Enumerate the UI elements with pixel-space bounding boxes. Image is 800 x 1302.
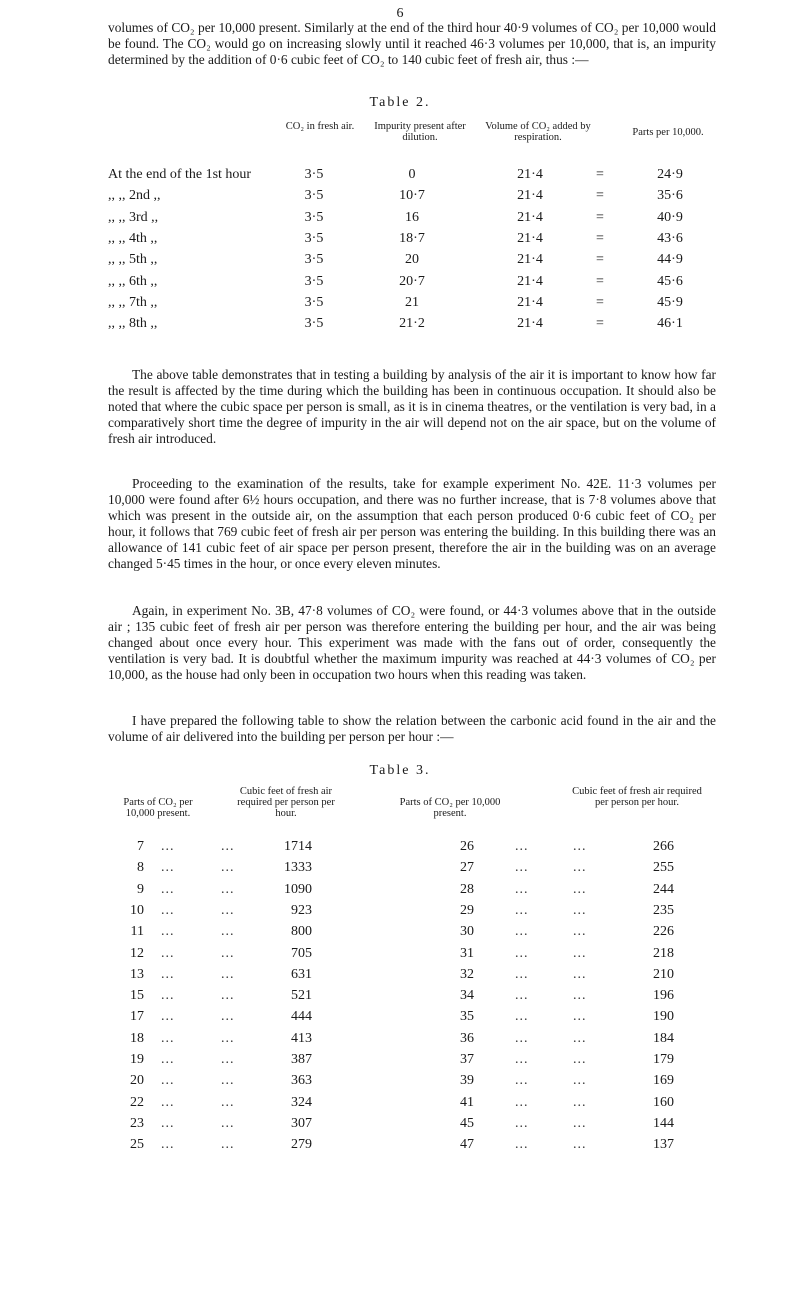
table-row	[0, 1137, 800, 1153]
parts-right-value: 34	[460, 988, 474, 1004]
row-label: ,, ,, 2nd ,,	[108, 188, 161, 204]
leader-dots: ...	[161, 860, 175, 876]
leader-dots: ...	[161, 1115, 175, 1131]
table-row	[0, 1031, 800, 1047]
parts-left-value: 17	[130, 1009, 144, 1025]
table-row	[0, 924, 800, 940]
cubic-left-value: 387	[291, 1052, 312, 1067]
parts-value: 24·9	[657, 167, 683, 182]
cubic-right-value: 244	[653, 881, 674, 897]
parts-value: 35·6	[657, 188, 683, 204]
leader-dots: ...	[221, 1137, 235, 1153]
leader-dots: ...	[221, 1009, 235, 1025]
parts-right-value: 31	[460, 945, 474, 961]
cubic-right-value: 210	[653, 966, 674, 982]
impurity-value: 21·2	[399, 316, 425, 332]
equals-sign: =	[596, 167, 604, 182]
impurity-value: 0	[408, 167, 416, 182]
leader-dots: ...	[221, 945, 235, 961]
cubic-left-value: 307	[291, 1115, 312, 1131]
parts-right-value: 26	[460, 839, 474, 854]
table-row	[0, 903, 800, 919]
table3-header-cubic-right: Cubic feet of fresh air required per person per hour.	[572, 786, 702, 808]
cubic-left-value: 521	[291, 988, 312, 1004]
leader-dots: ...	[573, 881, 587, 897]
leader-dots: ...	[161, 902, 175, 918]
parts-right-value: 30	[460, 924, 474, 940]
leader-dots: ...	[573, 988, 587, 1004]
parts-left-value: 18	[130, 1030, 144, 1046]
leader-dots: ...	[573, 1030, 587, 1046]
impurity-value: 20	[405, 252, 419, 268]
paragraph-intro: volumes of CO₂ per 10,000 present. Similarly at the end of the third hour 40·9 volumes of CO₂ per 10,000 would be found. The CO₂ would go on increasing slowly until it reached 46·3 volumes per 10,000, that is, an impurity determined by the addition of 0·6 cubic feet of CO₂ to 140 cubic feet of fresh air, thus :—	[108, 20, 716, 67]
equals-sign: =	[596, 230, 604, 246]
parts-left-value: 7	[137, 839, 144, 854]
table-row	[0, 1116, 800, 1132]
cubic-right-value: 184	[653, 1030, 674, 1046]
leader-dots: ...	[515, 966, 529, 982]
leader-dots: ...	[515, 1052, 529, 1067]
impurity-value: 16	[405, 209, 419, 225]
leader-dots: ...	[515, 924, 529, 940]
leader-dots: ...	[161, 1073, 175, 1089]
volume-value: 21·4	[517, 167, 543, 182]
page-number: 6	[396, 6, 404, 21]
volume-value: 21·4	[517, 209, 543, 225]
parts-value: 44·9	[657, 252, 683, 268]
table-row	[0, 316, 800, 332]
cubic-left-value: 413	[291, 1030, 312, 1046]
leader-dots: ...	[515, 945, 529, 961]
parts-left-value: 15	[130, 988, 144, 1004]
leader-dots: ...	[161, 1137, 175, 1153]
leader-dots: ...	[161, 1030, 175, 1046]
cubic-left-value: 631	[291, 966, 312, 982]
table-row	[0, 188, 800, 204]
cubic-right-value: 137	[653, 1137, 674, 1153]
cubic-left-value: 279	[291, 1137, 312, 1153]
leader-dots: ...	[573, 839, 587, 854]
paragraph-table3-intro: I have prepared the following table to show the relation between the carbonic acid found in the air and the volume of air delivered into the building per person per hour :—	[108, 713, 716, 744]
cubic-left-value: 1090	[284, 881, 312, 897]
cubic-right-value: 266	[653, 839, 674, 854]
leader-dots: ...	[573, 860, 587, 876]
leader-dots: ...	[573, 966, 587, 982]
leader-dots: ...	[515, 1115, 529, 1131]
leader-dots: ...	[573, 1094, 587, 1110]
leader-dots: ...	[221, 924, 235, 940]
table-row	[0, 946, 800, 962]
cubic-right-value: 169	[653, 1073, 674, 1089]
table-row	[0, 167, 800, 183]
parts-right-value: 45	[460, 1115, 474, 1131]
table-row	[0, 882, 800, 898]
row-label: ,, ,, 4th ,,	[108, 230, 158, 246]
impurity-value: 10·7	[399, 188, 425, 204]
leader-dots: ...	[221, 1094, 235, 1110]
parts-left-value: 22	[130, 1094, 144, 1110]
leader-dots: ...	[221, 966, 235, 982]
co2-value: 3·5	[304, 316, 324, 332]
cubic-left-value: 1333	[284, 860, 312, 876]
leader-dots: ...	[515, 902, 529, 918]
leader-dots: ...	[221, 860, 235, 876]
leader-dots: ...	[221, 881, 235, 897]
cubic-right-value: 235	[653, 902, 674, 918]
cubic-right-value: 218	[653, 945, 674, 961]
row-label: ,, ,, 8th ,,	[108, 316, 158, 332]
leader-dots: ...	[573, 1009, 587, 1025]
equals-sign: =	[596, 188, 604, 204]
leader-dots: ...	[573, 1137, 587, 1153]
table-row	[0, 210, 800, 226]
cubic-left-value: 705	[291, 945, 312, 961]
volume-value: 21·4	[517, 252, 543, 268]
co2-value: 3·5	[304, 188, 324, 204]
equals-sign: =	[596, 316, 604, 332]
table-row	[0, 274, 800, 290]
impurity-value: 20·7	[399, 273, 425, 289]
leader-dots: ...	[573, 1052, 587, 1067]
parts-value: 46·1	[657, 316, 683, 332]
table2-caption: Table 2.	[369, 95, 431, 110]
parts-left-value: 19	[130, 1052, 144, 1067]
paragraph-experiment-42e: Proceeding to the examination of the results, take for example experiment No. 42E. 11·3 volumes per 10,000 were found after 6½ hours occupation, and there was no further increase, that is 7·8 volumes above that which was present in the outside air, on the assumption that each person produced 0·6 cubic feet of CO₂ per hour, it follows that 769 cubic feet of fresh air per person was entering the building. In this building there was an allowance of 141 cubic feet of air space per person present, therefore the air in the building was on an average changed 5·45 times in the hour, or once every eleven minutes.	[108, 476, 716, 571]
parts-left-value: 8	[137, 860, 144, 876]
table-row	[0, 839, 800, 855]
table3-header-parts-right: Parts of CO₂ per 10,000 present.	[399, 797, 501, 819]
paragraph-experiment-3b: Again, in experiment No. 3B, 47·8 volumes of CO₂ were found, or 44·3 volumes above that in the outside air ; 135 cubic feet of fresh air per person was therefore entering the building per hour, and the air was being changed about once every hour. This experiment was made with the fans out of order, consequently the ventilation is very bad. It is doubtful whether the maximum impurity was reached at 44·3 volumes of CO₂ per 10,000, as the house had only been in occupation two hours when this reading was taken.	[108, 603, 716, 682]
equals-sign: =	[596, 273, 604, 289]
leader-dots: ...	[515, 1030, 529, 1046]
parts-left-value: 9	[137, 881, 144, 897]
leader-dots: ...	[221, 1030, 235, 1046]
leader-dots: ...	[221, 839, 235, 854]
leader-dots: ...	[221, 1115, 235, 1131]
row-label: ,, ,, 7th ,,	[108, 294, 158, 310]
table3-header-parts-left: Parts of CO₂ per 10,000 present.	[123, 797, 193, 819]
table2-header-impurity: Impurity present after dilution.	[374, 121, 466, 143]
table3-header-cubic-left: Cubic feet of fresh air required per person per hour.	[237, 786, 335, 819]
volume-value: 21·4	[517, 230, 543, 246]
leader-dots: ...	[161, 945, 175, 961]
leader-dots: ...	[515, 1073, 529, 1089]
table2-header-co2: CO₂ in fresh air.	[285, 121, 355, 132]
co2-value: 3·5	[304, 252, 324, 268]
volume-value: 21·4	[517, 188, 543, 204]
table-row	[0, 860, 800, 876]
volume-value: 21·4	[517, 294, 543, 310]
row-label: At the end of the 1st hour	[108, 167, 252, 182]
parts-left-value: 10	[130, 902, 144, 918]
leader-dots: ...	[221, 988, 235, 1004]
table-row	[0, 1073, 800, 1089]
co2-value: 3·5	[304, 273, 324, 289]
leader-dots: ...	[515, 1094, 529, 1110]
parts-left-value: 25	[130, 1137, 144, 1153]
volume-value: 21·4	[517, 316, 543, 332]
parts-right-value: 32	[460, 966, 474, 982]
cubic-left-value: 324	[291, 1094, 312, 1110]
table-row	[0, 252, 800, 268]
cubic-left-value: 444	[291, 1009, 312, 1025]
parts-left-value: 23	[130, 1115, 144, 1131]
parts-value: 45·6	[657, 273, 683, 289]
parts-right-value: 27	[460, 860, 474, 876]
parts-left-value: 11	[130, 924, 144, 940]
table-row	[0, 231, 800, 247]
table2-header-volume: Volume of CO₂ added by respiration.	[485, 121, 591, 143]
leader-dots: ...	[573, 945, 587, 961]
leader-dots: ...	[573, 924, 587, 940]
parts-value: 43·6	[657, 230, 683, 246]
co2-value: 3·5	[304, 230, 324, 246]
leader-dots: ...	[161, 1052, 175, 1067]
leader-dots: ...	[161, 988, 175, 1004]
leader-dots: ...	[161, 1009, 175, 1025]
table-row	[0, 1095, 800, 1111]
leader-dots: ...	[161, 839, 175, 854]
parts-right-value: 28	[460, 881, 474, 897]
leader-dots: ...	[221, 902, 235, 918]
co2-value: 3·5	[304, 167, 324, 182]
leader-dots: ...	[161, 924, 175, 940]
cubic-left-value: 923	[291, 902, 312, 918]
leader-dots: ...	[573, 1073, 587, 1089]
parts-right-value: 39	[460, 1073, 474, 1089]
equals-sign: =	[596, 209, 604, 225]
parts-left-value: 20	[130, 1073, 144, 1089]
leader-dots: ...	[161, 881, 175, 897]
parts-right-value: 35	[460, 1009, 474, 1025]
leader-dots: ...	[573, 902, 587, 918]
parts-right-value: 41	[460, 1094, 474, 1110]
parts-right-value: 47	[460, 1137, 474, 1153]
parts-right-value: 37	[460, 1052, 474, 1067]
co2-value: 3·5	[304, 209, 324, 225]
leader-dots: ...	[515, 1009, 529, 1025]
row-label: ,, ,, 5th ,,	[108, 252, 158, 268]
leader-dots: ...	[573, 1115, 587, 1131]
volume-value: 21·4	[517, 273, 543, 289]
row-label: ,, ,, 3rd ,,	[108, 209, 159, 225]
leader-dots: ...	[161, 1094, 175, 1110]
equals-sign: =	[596, 252, 604, 268]
cubic-left-value: 363	[291, 1073, 312, 1089]
cubic-right-value: 255	[653, 860, 674, 876]
impurity-value: 18·7	[399, 230, 425, 246]
paragraph-table2-discussion: The above table demonstrates that in testing a building by analysis of the air it is important to know how far the result is affected by the time during which the building has been in continuous occupation. It should also be noted that where the cubic space per person is small, as it is in cinema theatres, or the ventilation is very bad, in a comparatively short time the degree of impurity in the air will depend not on the air space, but on the volume of fresh air introduced.	[108, 367, 716, 446]
parts-value: 45·9	[657, 294, 683, 310]
table-row	[0, 1009, 800, 1025]
cubic-left-value: 1714	[284, 839, 312, 854]
cubic-left-value: 800	[291, 924, 312, 940]
parts-right-value: 36	[460, 1030, 474, 1046]
parts-right-value: 29	[460, 902, 474, 918]
cubic-right-value: 160	[653, 1094, 674, 1110]
cubic-right-value: 226	[653, 924, 674, 940]
row-label: ,, ,, 6th ,,	[108, 273, 158, 289]
table3-caption: Table 3.	[369, 763, 431, 778]
leader-dots: ...	[515, 860, 529, 876]
parts-left-value: 13	[130, 966, 144, 982]
leader-dots: ...	[221, 1073, 235, 1089]
leader-dots: ...	[515, 988, 529, 1004]
leader-dots: ...	[515, 881, 529, 897]
leader-dots: ...	[515, 839, 529, 854]
table-row	[0, 988, 800, 1004]
impurity-value: 21	[405, 294, 419, 310]
leader-dots: ...	[161, 966, 175, 982]
parts-left-value: 12	[130, 945, 144, 961]
co2-value: 3·5	[304, 294, 324, 310]
equals-sign: =	[596, 294, 604, 310]
table-row	[0, 967, 800, 983]
cubic-right-value: 179	[653, 1052, 674, 1067]
table2-header-parts: Parts per 10,000.	[632, 127, 704, 138]
table-row	[0, 295, 800, 311]
cubic-right-value: 144	[653, 1115, 674, 1131]
table-row	[0, 1052, 800, 1068]
cubic-right-value: 190	[653, 1009, 674, 1025]
leader-dots: ...	[221, 1052, 235, 1067]
parts-value: 40·9	[657, 209, 683, 225]
cubic-right-value: 196	[653, 988, 674, 1004]
leader-dots: ...	[515, 1137, 529, 1153]
